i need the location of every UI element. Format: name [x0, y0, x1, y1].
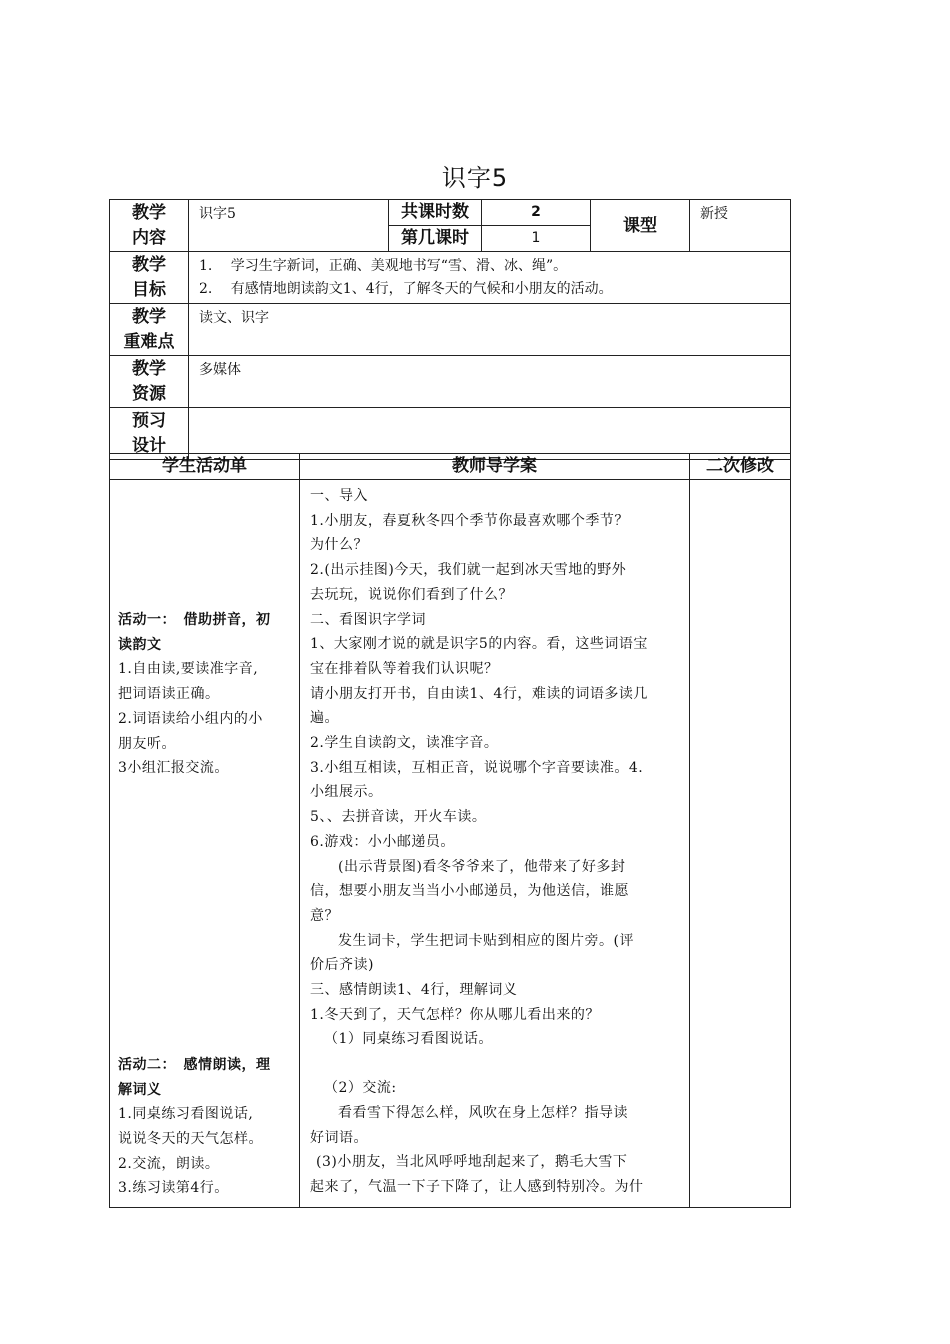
goals-value: [189, 252, 791, 304]
resources-value: 多媒体: [189, 356, 791, 408]
list-item: 3.练习读第4行。: [118, 1180, 229, 1197]
section-heading: 一、导入: [310, 488, 368, 504]
student-column-header: 学生活动单: [110, 454, 300, 480]
resources-label: 教学 资源: [110, 356, 189, 408]
revision-column-header: 二次修改: [690, 454, 791, 480]
section-heading: 二、看图识字学词: [310, 611, 426, 628]
teacher-guide: 一、导入 1.小朋友，春夏秋冬四个季节你最喜欢哪个季节？ 为什么？ 2.(出示挂图)今天，我们就一起到冰天雪地的野外 去玩玩，说说你们看到了什么？ 二、看图识字学词 1、大家刚才说的就是识字5的内容。看，这些词语宝 宝在排着队等着我们认识呢？ 请小朋友打开书，自由读1、4行，难读的词语多读几 遍。 2.学生自读韵文，读准字音。 3.小组互相读，互相正音，说说哪个字音要读准。4. 小组展示。 5、、去拼音读，开火车读。 6.游戏：小小邮递员。 (出示背景图)看冬爷爷来了，他带来了好多封 信，想要小朋友当当小小邮递员，为他送信，谁愿 意？ 发生词卡，学生把词卡贴到相应的图片旁。(评 价后齐读) 三、感情朗读1、4行，理解词义 1.冬天到了，天气怎样？你从哪儿看出来的？ （1）同桌练习看图说话。 （2）交流: 看看雪下得怎么样，风吹在身上怎样？指导读 好词语。 (3)小朋友，当北风呼呼地刮起来了，鹅毛大雪下 起来了，气温一下子下降了，让人感到特别冷。为什: [300, 480, 690, 1208]
revision-notes: [690, 480, 791, 1208]
student-activities: 活动一： 借助拼音，初 读韵文 1.自由读,要读准字音, 把词语读正确。 2.词语读给小组内的小 朋友听。 3小组汇报交流。 活动二： 感情朗读，理 解词义 1.同桌练习看图说话, 说说冬天的天气怎样。 2.交流，朗读。 3.练习读第4行。: [110, 480, 300, 1208]
preview-label: 预习 设计: [110, 408, 189, 460]
page-title: 识字5: [441, 164, 509, 192]
lesson-type-value: 新授: [690, 200, 791, 252]
list-item: 1.同桌练习看图说话,: [118, 1106, 254, 1123]
list-item: 3小组汇报交流。: [118, 760, 229, 777]
difficulty-label: 教学 重难点: [110, 304, 189, 356]
list-item: 1.自由读,要读准字音,: [118, 661, 259, 678]
preview-value: [189, 408, 791, 460]
teacher-column-header: 教师导学案: [300, 454, 690, 480]
section-heading: 三、感情朗读1、4行，理解词义: [310, 982, 518, 999]
total-hours-label: 共课时数: [389, 200, 482, 226]
goal-2: 2. 有感情地朗读韵文1、4行，了解冬天的气候和小朋友的活动。: [199, 281, 613, 297]
activity-2-title: 活动二： 感情朗读，理: [118, 1056, 271, 1073]
activity-1-title: 活动一： 借助拼音，初: [118, 612, 271, 628]
list-item: 2.交流，朗读。: [118, 1155, 220, 1172]
lesson-number-label: 第几课时: [389, 226, 482, 252]
lesson-number-value: 1: [482, 226, 591, 252]
total-hours-value: 2: [482, 200, 591, 226]
lesson-type-label: 课型: [591, 200, 690, 252]
content-value: 识字5: [189, 200, 389, 252]
content-label: 教学 内容: [110, 200, 189, 252]
activity-table: [109, 453, 791, 1208]
goal-1: 1. 学习生字新词，正确、美观地书写“雪、滑、冰、绳”。: [199, 258, 568, 274]
lesson-info-table: [109, 199, 791, 460]
difficulty-value: 读文、识字: [189, 304, 791, 356]
goals-label: 教学 目标: [110, 252, 189, 304]
list-item: 2.词语读给小组内的小: [118, 710, 263, 727]
